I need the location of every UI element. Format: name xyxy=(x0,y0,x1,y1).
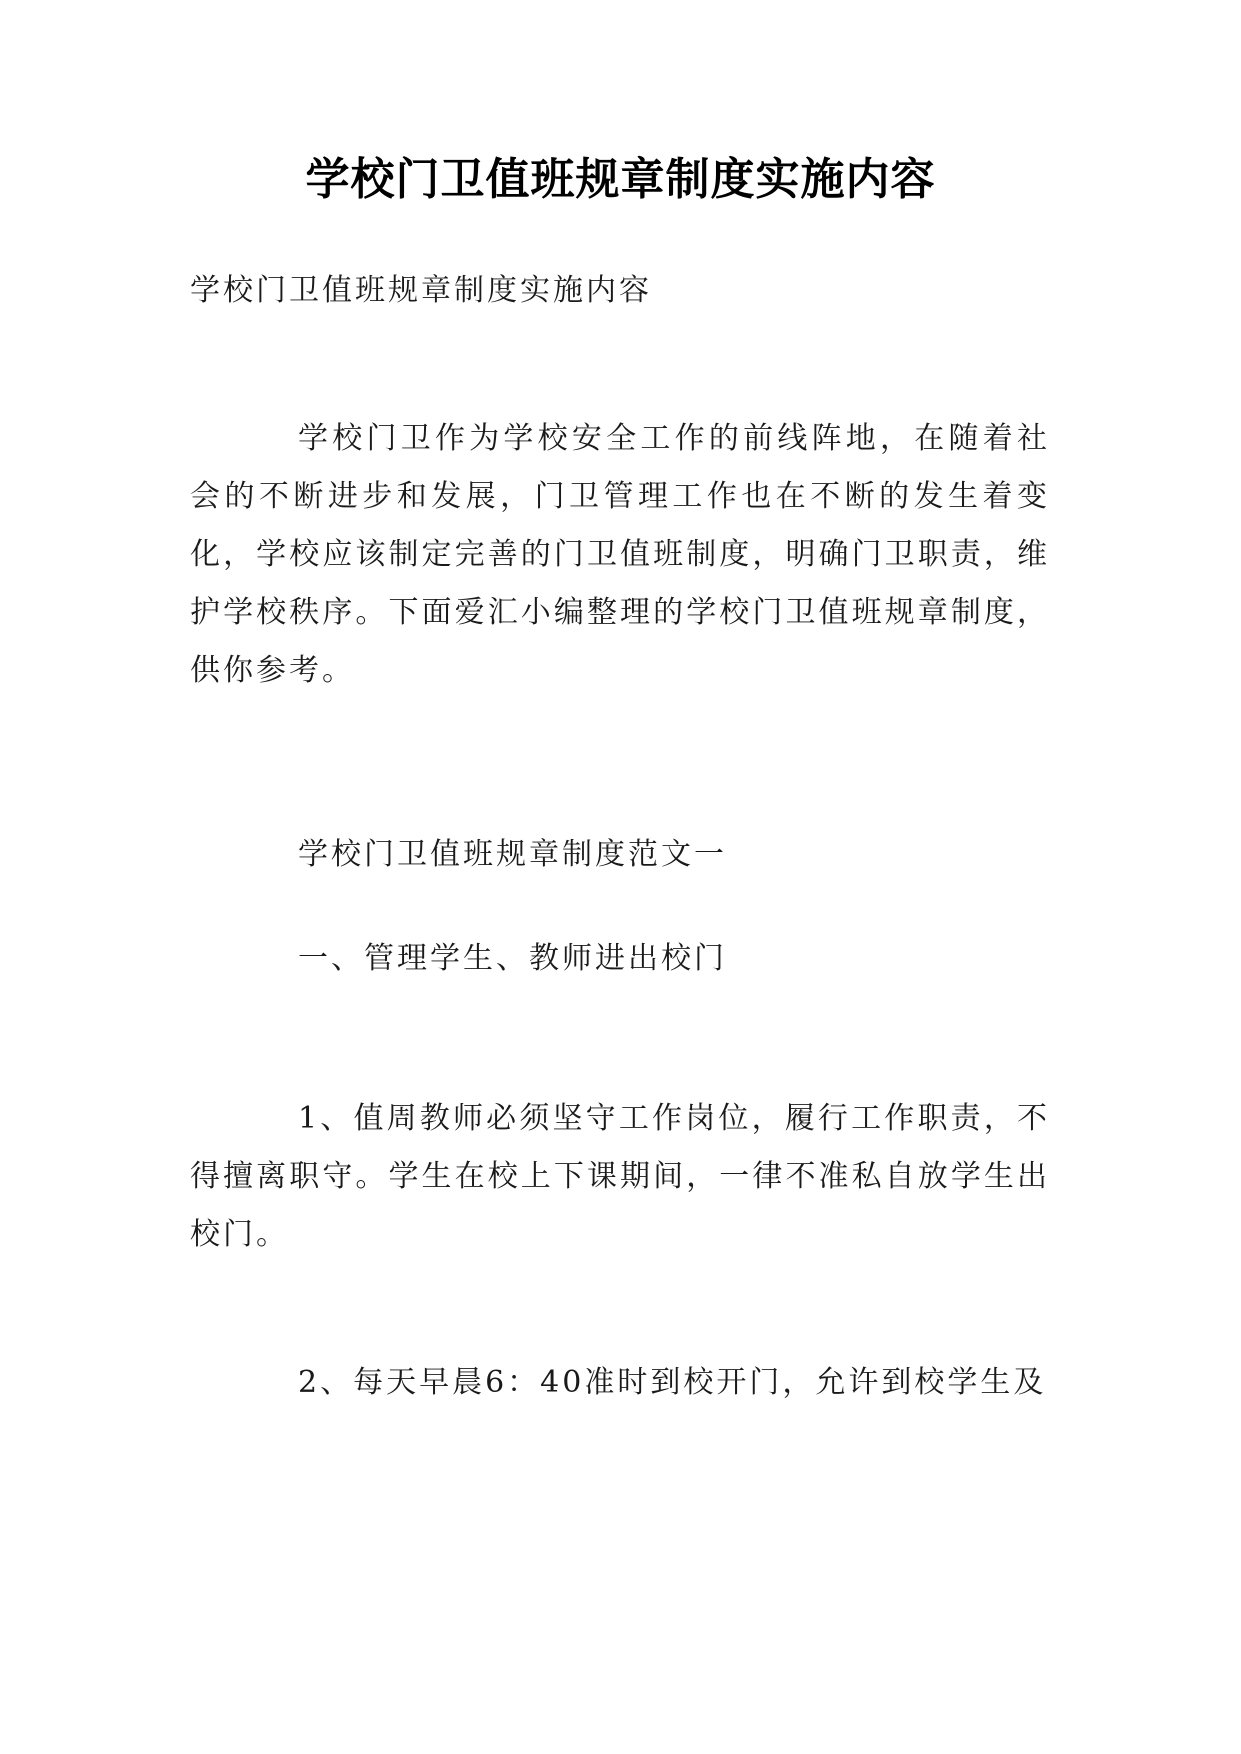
document-title: 学校门卫值班规章制度实施内容 xyxy=(305,154,936,205)
list-item-2: 2、每天早晨6：40准时到校开门，允许到校学生及 xyxy=(298,1365,1047,1400)
list-item-1: 1、值周教师必须坚守工作岗位，履行工作职责，不得擅离职守。学生在校上下课期间，一律不准私自放学生出校门。 xyxy=(190,1101,1050,1252)
intro-paragraph: 学校门卫作为学校安全工作的前线阵地，在随着社会的不断进步和发展，门卫管理工作也在不断的发生着变化，学校应该制定完善的门卫值班制度，明确门卫职责，维护学校秩序。下面爱汇小编整理的学校门卫值班规章制度，供你参考。 xyxy=(190,421,1050,688)
document-subtitle: 学校门卫值班规章制度实施内容 xyxy=(190,273,652,308)
section-heading-one: 一、管理学生、教师进出校门 xyxy=(298,941,727,976)
sample-heading: 学校门卫值班规章制度范文一 xyxy=(298,837,727,872)
